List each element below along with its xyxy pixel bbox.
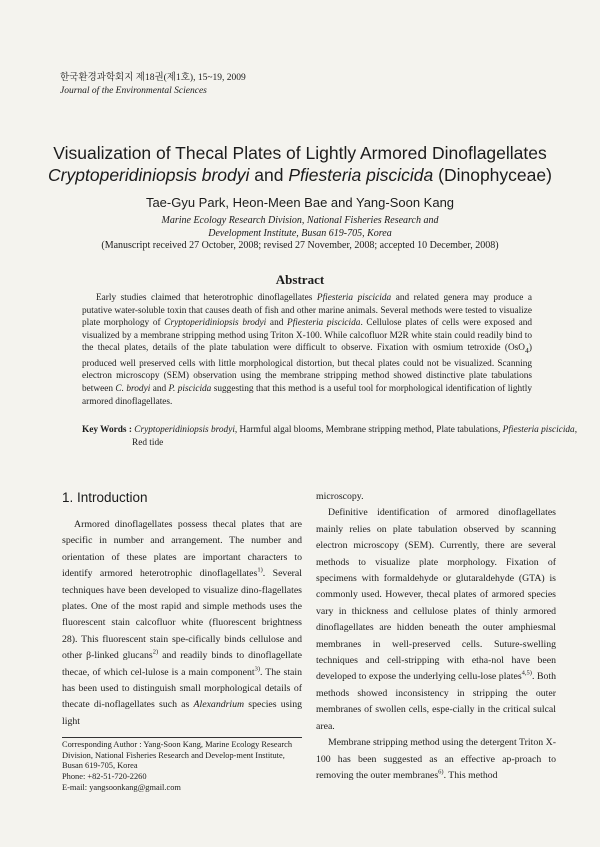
footnote-phone: Phone: +82-51-720-2260 — [62, 772, 147, 782]
abstract-species: Pfiesteria piscicida — [287, 318, 361, 329]
journal-name: Journal of the Environmental Sciences — [60, 86, 207, 96]
abstract-run: and — [266, 318, 288, 329]
journal-korean-citation: 한국환경과학회지 제18권(제1호), 15~19, 2009 — [60, 73, 246, 83]
citation-ref: 4,5) — [521, 670, 532, 678]
text-run: Armored dinoflagellates possess thecal plates that are specific in number and arrangement. The number and orientation of these plates are important characters to identify armored heterotrophic dinoflagellates — [62, 519, 302, 580]
section-heading-introduction: 1. Introduction — [62, 490, 148, 505]
text-run: . Several techniques have been developed to visualize dino-flagellates plates. One of the most rapid and simple methods uses the fluorescent stain calcofluor white (fluorescent brightness 28). This fluorescent stain spe-cifically binds cellulose and other β-linked glucans — [62, 568, 302, 662]
text-run: . This method — [443, 769, 498, 781]
keywords — [82, 424, 584, 449]
keyword-species: Pfiesteria piscicida — [502, 425, 575, 435]
intro-paragraph-2 — [316, 505, 556, 735]
abstract-heading: Abstract — [275, 272, 325, 287]
text-run: and readily binds to dinoflagellate thecae, of which cel-lulose is a main component — [62, 650, 302, 678]
title-species-1: Cryptoperidiniopsis brodyi — [48, 165, 250, 185]
footnote-author: Corresponding Author : Yang-Soon Kang, Marine Ecology Research Division, National Fisheries Research and Develop-ment Institute, Busan 619-705, Korea — [62, 740, 293, 771]
abstract-run: ) produced well preserved cells with little morphological distortion, but thecal plates could not be visualized. Scanning electron microscopy (SEM) observation using the membrane stripping method showed distinctive plate tabulations between — [82, 343, 532, 395]
intro-paragraph-1-continued: microscopy. — [316, 491, 364, 502]
title-family: (Dinophyceae) — [433, 165, 552, 185]
intro-paragraph-3 — [316, 735, 556, 784]
citation-ref: 1) — [257, 566, 263, 574]
intro-paragraph-1 — [62, 517, 302, 730]
corresponding-author-footnote — [62, 740, 302, 794]
abstract-run: . Cellulose plates of cells were exposed and visualized by a membrane stripping method using Triton X-100. While calcofluor M2R white stain could readily bind to the thecal plates, details of the plate tabulation were difficult to observe. Fixation with osmium tetroxide (OsO — [82, 318, 532, 354]
affiliation — [40, 214, 560, 240]
footnote-divider — [62, 737, 302, 738]
affiliation-line-1: Marine Ecology Research Division, National Fisheries Research and — [161, 215, 439, 226]
abstract-species: C. brodyi — [115, 384, 151, 395]
citation-ref: 2) — [152, 648, 159, 656]
abstract-species: Cryptoperidiniopsis brodyi — [164, 318, 267, 329]
text-run: Definitive identification of armored dinoflagellates mainly relies on plate tabulation observed by scanning electron microscopy (SEM). Currently, there are several methods to visualize plate morphology. Fixation of specimens with formaldehyde or glutaraldehyde (GTA) is commonly used. However, thecal plates of armored species vary in thickness and cellulose plates of thinly armored dinoflagellates are hidden beneath the outer amphiesmal membranes in well-preserved cells. Suture-swelling techniques and cell-stripping with etha-nol have been developed to expose the underlying cellu-lose plates — [316, 507, 556, 683]
journal-header — [60, 72, 246, 98]
left-column — [62, 517, 302, 730]
right-column — [316, 489, 556, 784]
abstract-subscript: 4 — [525, 346, 529, 356]
abstract-run: suggesting that this method is a useful tool for morphological identification of lightly armored dinoflagellates. — [82, 384, 532, 407]
abstract-run: and — [150, 384, 169, 395]
abstract-text — [82, 292, 532, 408]
title-line-1: Visualization of Thecal Plates of Lightly Armored Dinoflagellates — [53, 143, 547, 163]
abstract-species: P. piscicida — [168, 384, 212, 395]
keyword-species: Cryptoperidiniopsis brodyi — [134, 425, 235, 435]
abstract-species: Pfiesteria piscicida — [316, 293, 392, 303]
title-line-2 — [40, 164, 560, 186]
text-run: species using light — [62, 699, 303, 727]
text-run: Membrane stripping method using the detergent Triton X-100 has been suggested as an effective ap-proach to removing the outer membranes — [316, 737, 556, 781]
citation-ref: 3) — [254, 665, 261, 673]
title-and: and — [249, 165, 289, 185]
text-run: . Both methods showed inconsistency in stripping the outer membranes of swollen cells, espe-cially in the critical sulcal area. — [316, 671, 556, 732]
title-species-2: Pfiesteria piscicida — [288, 165, 434, 185]
authors: Tae-Gyu Park, Heon-Meen Bae and Yang-Soon Kang — [145, 195, 455, 210]
paper-title — [40, 142, 560, 186]
affiliation-line-2: Development Institute, Busan 619-705, Korea — [208, 228, 392, 239]
keyword-run: , Red tide — [132, 425, 578, 448]
abstract-run: and related genera may produce a putative water-soluble toxin that causes death of fish and other marine animals. Several methods were tested to visualize plate morphology of — [82, 293, 532, 329]
citation-ref: 6) — [438, 768, 444, 776]
footnote-email: E-mail: yangsoonkang@gmail.com — [62, 782, 181, 792]
manuscript-dates: (Manuscript received 27 October, 2008; revised 27 November, 2008; accepted 10 December, 2008) — [101, 240, 499, 251]
keyword-run: , Harmful algal blooms, Membrane stripping method, Plate tabulations, — [234, 425, 503, 435]
text-run: . The stain has been used to distinguish small morphological details of thecate di-noflagellates such as — [62, 666, 303, 711]
keywords-label: Key Words : — [82, 425, 135, 435]
abstract-run: Early studies claimed that heterotrophic dinoflagellates — [96, 293, 317, 303]
genus-name: Alexandrium — [193, 699, 245, 711]
